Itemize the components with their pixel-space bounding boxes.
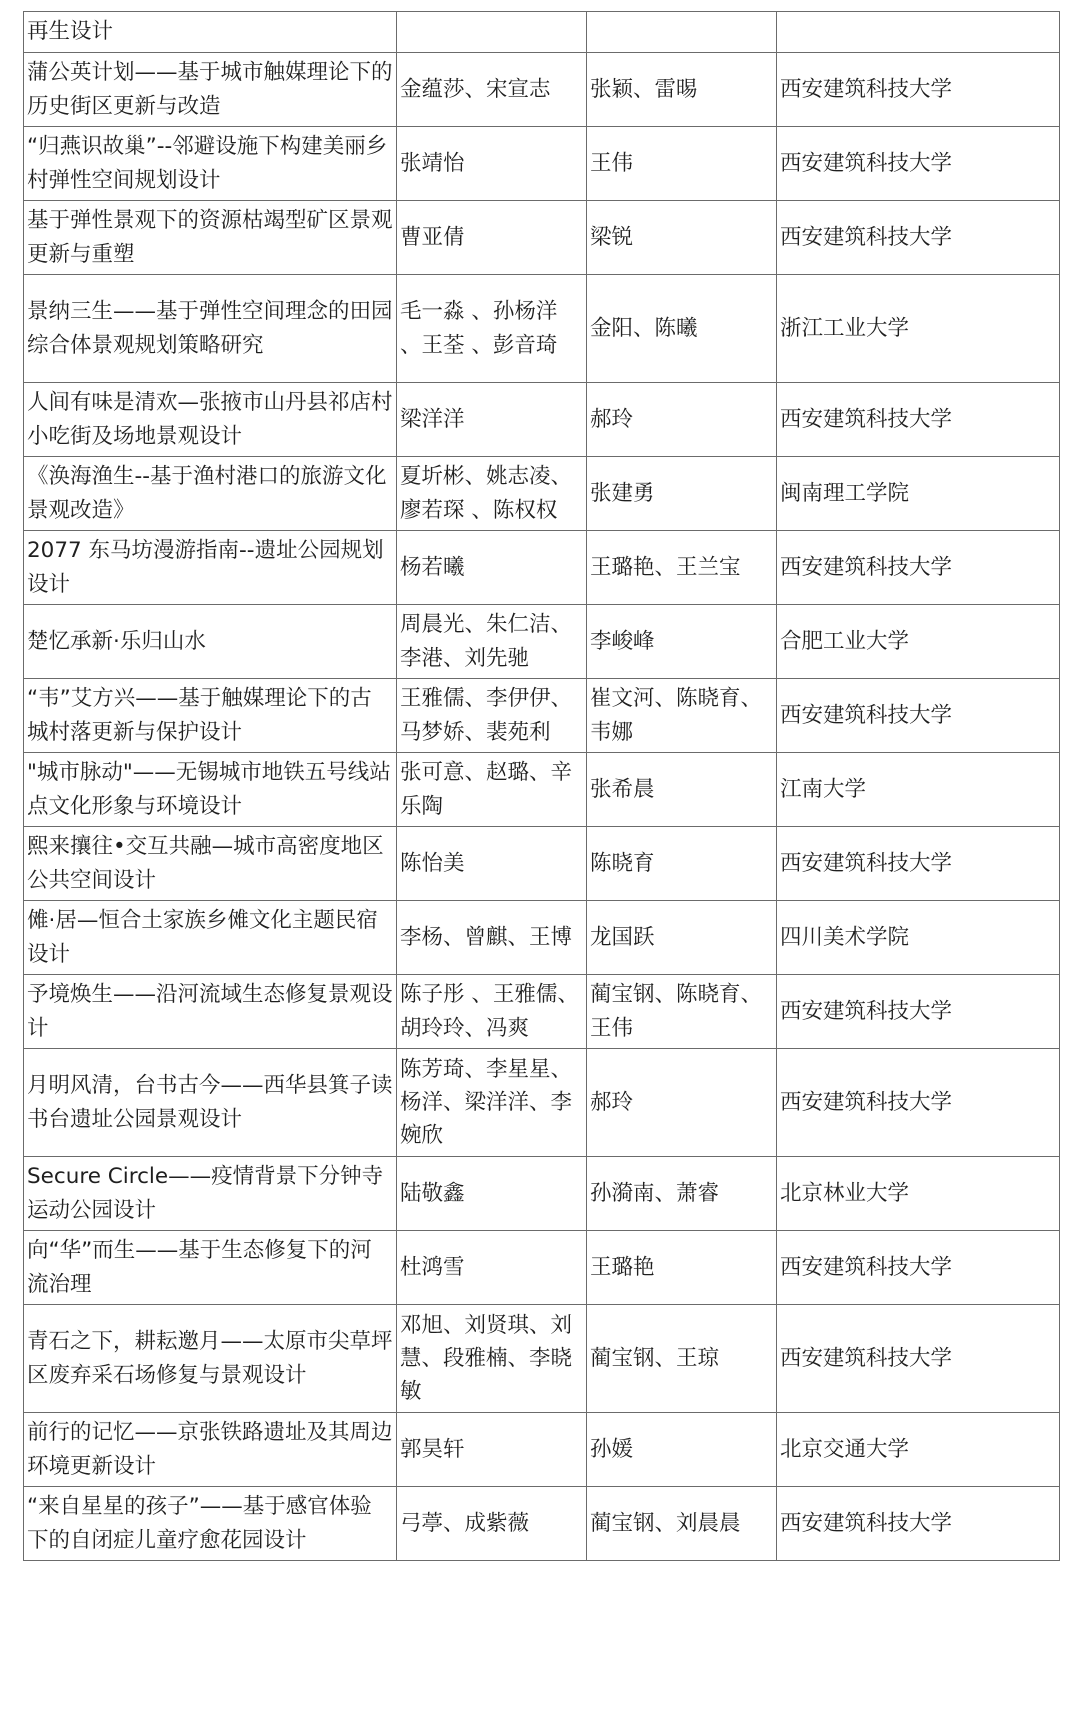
school-cell: 四川美术学院 (777, 901, 1060, 975)
table-row (24, 1487, 1060, 1561)
advisors-cell: 王伟 (587, 127, 777, 201)
advisors-cell: 蔺宝钢、王琼 (587, 1305, 777, 1413)
table-row (24, 531, 1060, 605)
table-row (24, 53, 1060, 127)
advisors-cell: 蔺宝钢、陈晓育、王伟 (587, 975, 777, 1049)
award-list-body (24, 12, 1060, 1561)
advisors-cell: 王璐艳 (587, 1231, 777, 1305)
project-title-cell: 前行的记忆——京张铁路遗址及其周边环境更新设计 (24, 1413, 397, 1487)
project-title-cell: 月明风清，台书古今——西华县箕子读书台遗址公园景观设计 (24, 1049, 397, 1157)
school-cell: 西安建筑科技大学 (777, 1049, 1060, 1157)
project-title-cell: 青石之下，耕耘邀月——太原市尖草坪区废弃采石场修复与景观设计 (24, 1305, 397, 1413)
school-cell: 西安建筑科技大学 (777, 827, 1060, 901)
table-row (24, 12, 1060, 53)
advisors-cell: 龙国跃 (587, 901, 777, 975)
project-title-cell: “韦”艾方兴——基于触媒理论下的古城村落更新与保护设计 (24, 679, 397, 753)
authors-cell: 张可意、赵璐、辛乐陶 (397, 753, 587, 827)
table-row (24, 383, 1060, 457)
school-cell: 北京林业大学 (777, 1157, 1060, 1231)
authors-cell: 王雅儒、李伊伊、马梦娇、裴苑利 (397, 679, 587, 753)
school-cell: 西安建筑科技大学 (777, 1305, 1060, 1413)
school-cell: 西安建筑科技大学 (777, 127, 1060, 201)
advisors-cell: 金阳、陈曦 (587, 275, 777, 383)
advisors-cell: 张建勇 (587, 457, 777, 531)
table-row (24, 275, 1060, 383)
school-cell: 西安建筑科技大学 (777, 975, 1060, 1049)
school-cell: 合肥工业大学 (777, 605, 1060, 679)
project-title-cell: “归燕识故巢”--邻避设施下构建美丽乡村弹性空间规划设计 (24, 127, 397, 201)
advisors-cell: 张颖、雷晹 (587, 53, 777, 127)
advisors-cell: 孙媛 (587, 1413, 777, 1487)
school-cell: 西安建筑科技大学 (777, 679, 1060, 753)
table-row (24, 901, 1060, 975)
authors-cell: 弓葶、成紫薇 (397, 1487, 587, 1561)
school-cell: 闽南理工学院 (777, 457, 1060, 531)
table-row (24, 753, 1060, 827)
table-row (24, 1231, 1060, 1305)
project-title-cell: Secure Circle——疫情背景下分钟寺运动公园设计 (24, 1157, 397, 1231)
advisors-cell: 孙漪南、萧睿 (587, 1157, 777, 1231)
authors-cell (397, 12, 587, 53)
authors-cell: 陈怡美 (397, 827, 587, 901)
table-row (24, 1049, 1060, 1157)
school-cell (777, 12, 1060, 53)
advisors-cell: 李峻峰 (587, 605, 777, 679)
project-title-cell: 楚忆承新·乐归山水 (24, 605, 397, 679)
school-cell: 西安建筑科技大学 (777, 53, 1060, 127)
school-cell: 北京交通大学 (777, 1413, 1060, 1487)
advisors-cell: 陈晓育 (587, 827, 777, 901)
project-title-cell: "城市脉动"——无锡城市地铁五号线站点文化形象与环境设计 (24, 753, 397, 827)
project-title-cell: 再生设计 (24, 12, 397, 53)
authors-cell: 周晨光、朱仁洁、李港、刘先驰 (397, 605, 587, 679)
award-list-table (23, 11, 1060, 1561)
authors-cell: 梁洋洋 (397, 383, 587, 457)
project-title-cell: 基于弹性景观下的资源枯竭型矿区景观更新与重塑 (24, 201, 397, 275)
school-cell: 西安建筑科技大学 (777, 531, 1060, 605)
table-row (24, 1305, 1060, 1413)
advisors-cell (587, 12, 777, 53)
advisors-cell: 梁锐 (587, 201, 777, 275)
table-row (24, 1413, 1060, 1487)
table-row (24, 127, 1060, 201)
authors-cell: 李杨、曾麒、王博 (397, 901, 587, 975)
table-row (24, 457, 1060, 531)
advisors-cell: 王璐艳、王兰宝 (587, 531, 777, 605)
school-cell: 江南大学 (777, 753, 1060, 827)
project-title-cell: 《涣海渔生--基于渔村港口的旅游文化景观改造》 (24, 457, 397, 531)
table-row (24, 1157, 1060, 1231)
authors-cell: 杨若曦 (397, 531, 587, 605)
table-row (24, 975, 1060, 1049)
project-title-cell: 人间有味是清欢—张掖市山丹县祁店村小吃街及场地景观设计 (24, 383, 397, 457)
authors-cell: 陈芳琦、李星星、杨洋、梁洋洋、李婉欣 (397, 1049, 587, 1157)
authors-cell: 邓旭、刘贤琪、刘慧、段雅楠、李晓敏 (397, 1305, 587, 1413)
authors-cell: 金蕴莎、宋宣志 (397, 53, 587, 127)
advisors-cell: 郝玲 (587, 1049, 777, 1157)
advisors-cell: 崔文河、陈晓育、韦娜 (587, 679, 777, 753)
school-cell: 西安建筑科技大学 (777, 201, 1060, 275)
advisors-cell: 蔺宝钢、刘晨晨 (587, 1487, 777, 1561)
school-cell: 西安建筑科技大学 (777, 383, 1060, 457)
advisors-cell: 张希晨 (587, 753, 777, 827)
authors-cell: 张靖怡 (397, 127, 587, 201)
project-title-cell: 傩·居—恒合土家族乡傩文化主题民宿设计 (24, 901, 397, 975)
authors-cell: 郭昊轩 (397, 1413, 587, 1487)
project-title-cell: 2077 东马坊漫游指南--遗址公园规划设计 (24, 531, 397, 605)
table-row (24, 679, 1060, 753)
authors-cell: 陆敬鑫 (397, 1157, 587, 1231)
table-row (24, 201, 1060, 275)
table-row (24, 605, 1060, 679)
authors-cell: 夏圻彬、姚志凌、廖若琛 、陈权权 (397, 457, 587, 531)
project-title-cell: 景纳三生——基于弹性空间理念的田园综合体景观规划策略研究 (24, 275, 397, 383)
school-cell: 西安建筑科技大学 (777, 1487, 1060, 1561)
advisors-cell: 郝玲 (587, 383, 777, 457)
authors-cell: 杜鸿雪 (397, 1231, 587, 1305)
project-title-cell: 蒲公英计划——基于城市触媒理论下的历史街区更新与改造 (24, 53, 397, 127)
authors-cell: 曹亚倩 (397, 201, 587, 275)
project-title-cell: 熙来攘往•交互共融—城市高密度地区公共空间设计 (24, 827, 397, 901)
project-title-cell: “来自星星的孩子”——基于感官体验下的自闭症儿童疗愈花园设计 (24, 1487, 397, 1561)
project-title-cell: 予境焕生——沿河流域生态修复景观设计 (24, 975, 397, 1049)
table-row (24, 827, 1060, 901)
school-cell: 浙江工业大学 (777, 275, 1060, 383)
authors-cell: 毛一淼 、孙杨洋 、王荃 、彭音琦 (397, 275, 587, 383)
authors-cell: 陈子彤 、王雅儒、胡玲玲、冯爽 (397, 975, 587, 1049)
project-title-cell: 向“华”而生——基于生态修复下的河流治理 (24, 1231, 397, 1305)
school-cell: 西安建筑科技大学 (777, 1231, 1060, 1305)
